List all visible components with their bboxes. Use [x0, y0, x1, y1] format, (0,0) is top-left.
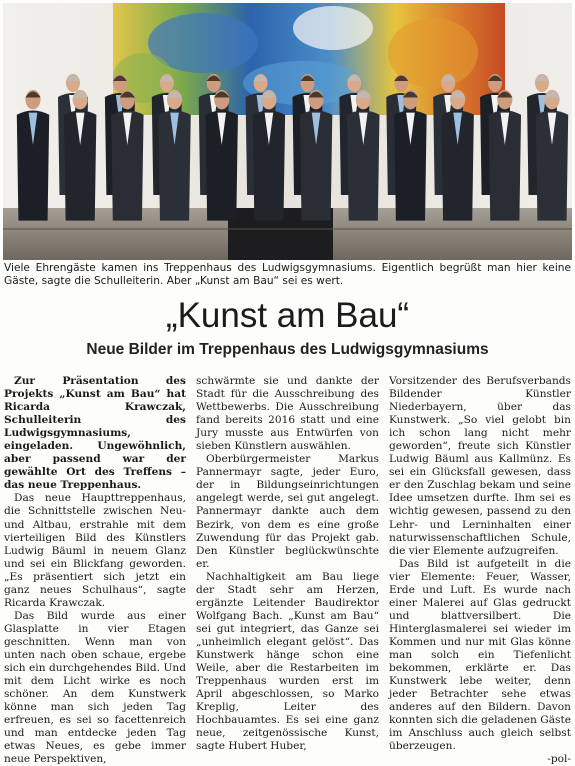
article-paragraph: Nachhaltigkeit am Bau liege der Stadt sehr am Herzen, ergänzte Leitender Baudirektor Wolfgang Bach. „Kunst am Bau“ sei gut integriert, das Ganze sei „unheimlich elegant gelöst“. Das Kunstwerk hänge schon eine Weile, aber die Restarbeiten im Treppenhaus wurden erst im April abgeschlossen, so Marko Kreplig, Leiter des Hochbauamtes. Es sei eine ganz neue, zeitgenössische Kunst, sagte Hubert Huber, — [196, 570, 379, 753]
article-column-2 — [196, 375, 379, 753]
subheadline: Neue Bilder im Treppenhaus des Ludwigsgymnasiums — [86, 341, 489, 358]
article-paragraph: Das neue Haupttreppenhaus, die Schnittstelle zwischen Neu- und Altbau, erstrahle mit dem vierteiligen Bild des Künstlers Ludwig Bäuml in neuem Glanz und sei ein Blickfang geworden. „Es präsentiert sich jetzt ein ganz neues Schulhaus“, sagte Ricarda Krawczak. — [4, 492, 186, 609]
headline: „Kunst am Bau“ — [165, 296, 410, 335]
group-photo — [3, 3, 572, 260]
group-photo-icon — [3, 3, 572, 260]
article-paragraph: Vorsitzender des Berufsverbands Bildender Künstler Niederbayern, über das Kunstwerk. „So viel gelobt bin ich schon lang nicht mehr geworden“, freute sich Künstler Ludwig Bäuml aus Kallmünz. Es sei ein Glücksfall gewesen, dass er den Zuschlag bekam und seine Idee umsetzen durfte. Ihm sei es wichtig gewesen, passend zu den Lehr- und Lerninhalten einer naturwissenschaftlichen Schule, die vier Elemente aufzugreifen. — [389, 375, 571, 557]
article-paragraph: Oberbürgermeister Markus Pannermayr sagte, jeder Euro, der in Bildungseinrichtungen angelegt werde, sei gut angelegt. Pannermayr dankte auch dem Bezirk, von dem es eine große Zuwendung für das Projekt gab. Den Künstler beglückwünschte er. — [196, 453, 379, 570]
article-paragraph: Das Bild ist aufgeteilt in die vier Elemente: Feuer, Wasser, Erde und Luft. Es wurde nach einer Malerei auf Glas gedruckt und blattversilbert. Die Hinterglasmalerei sei wieder im Kommen und nur mit Glas könne man solch ein Tiefenlicht bekommen, erklärte er. Das Kunstwerk lebe weiter, denn jeder Betrachter sehe etwas anderes auf den Bildern. Davon konnten sich die geladenen Gäste im Anschluss auch gleich selbst überzeugen. — [389, 557, 571, 753]
article-column-3 — [389, 375, 571, 766]
photo-caption: Viele Ehrengäste kamen ins Treppenhaus des Ludwigsgymnasiums. Eigentlich begrüßt man hier keine Gäste, sagte die Schulleiterin. Aber „Kunst am Bau“ sei es wert. — [4, 262, 571, 288]
article-paragraph: Das Bild wurde aus einer Glasplatte in vier Etagen geschnitten. Wenn man von unten nach oben schaue, ergebe sich ein durchgehendes Bild. Und mit dem Licht wirke es noch schöner. An dem Kunstwerk könne man sich jeden Tag erfreuen, es sei so facettenreich und man entdecke jeden Tag etwas Neues, es gebe immer neue Perspektiven, — [4, 609, 186, 766]
article-paragraph: schwärmte sie und dankte der Stadt für die Ausschreibung des Wettbewerbs. Die Ausschreibung fand bereits 2016 statt und eine Jury musste aus Entwürfen von sieben Künstlern auswählen. — [196, 375, 379, 453]
author-signature: -pol- — [547, 753, 571, 766]
article-lead: Zur Präsentation des Projekts „Kunst am Bau“ hat Ricarda Krawczak, Schulleiterin des Ludwigsgymnasiums, eingeladen. Ungewöhnlich, aber passend war der gewählte Ort des Treffens – das neue Treppenhaus. — [4, 375, 186, 492]
article-column-1 — [4, 375, 186, 766]
